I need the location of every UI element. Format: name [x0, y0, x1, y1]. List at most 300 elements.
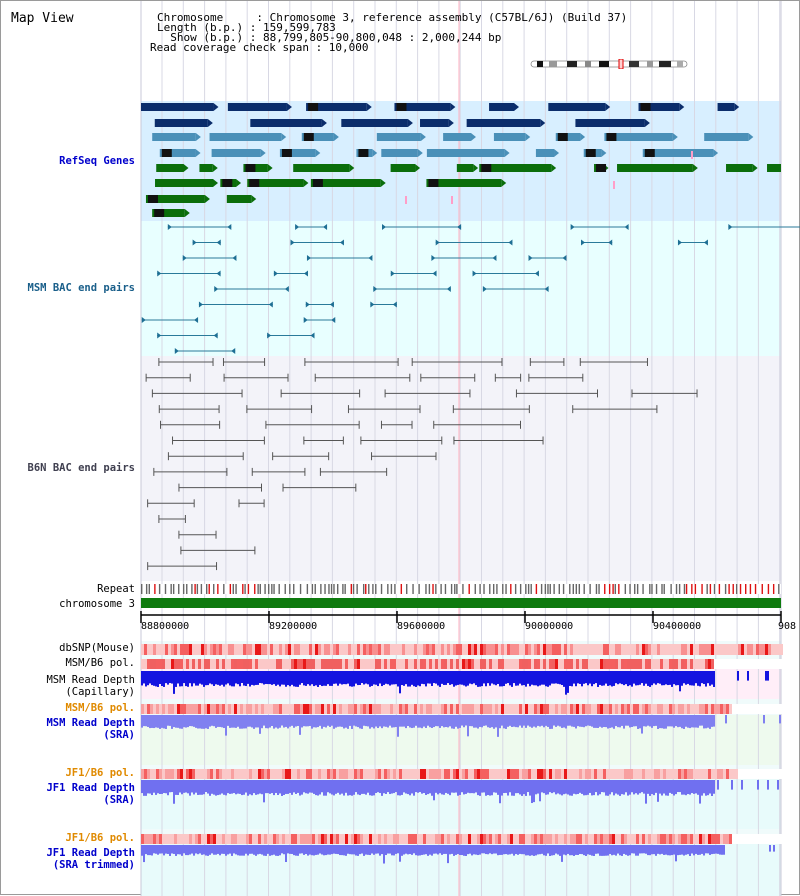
heat-cell [609, 659, 612, 669]
heat-cell [642, 704, 645, 714]
depth-bar [213, 715, 215, 726]
heat-cell [516, 704, 519, 714]
heat-cell [285, 659, 288, 669]
depth-bar [451, 780, 453, 793]
heat-cell [426, 704, 429, 714]
depth-bar [367, 715, 369, 726]
depth-bar [261, 671, 263, 683]
heat-cell [645, 834, 648, 844]
heat-cell [576, 834, 579, 844]
depth-bar [653, 671, 655, 683]
depth-bar [313, 715, 315, 727]
depth-bar [633, 715, 635, 726]
depth-bar [163, 671, 165, 687]
heat-cell [474, 659, 477, 669]
depth-bar [271, 671, 273, 685]
heat-cell [432, 769, 435, 779]
depth-bar [507, 845, 509, 855]
depth-bar [425, 780, 427, 795]
depth-bar [677, 845, 679, 855]
depth-bar [465, 780, 467, 794]
depth-bar [391, 671, 393, 685]
depth-bar [293, 715, 295, 728]
depth-bar [639, 671, 641, 685]
depth-bar [395, 845, 397, 854]
depth-bar [493, 671, 495, 684]
heat-cell [723, 769, 726, 779]
heat-cell [582, 659, 585, 669]
depth-bar [295, 715, 297, 727]
repeat-mark [714, 584, 715, 594]
depth-bar [411, 715, 413, 728]
heat-cell [210, 834, 213, 844]
heat-cell [297, 769, 300, 779]
depth-bar [647, 715, 649, 726]
heat-cell [240, 659, 243, 669]
depth-bar [301, 780, 303, 795]
depth-bar [313, 845, 315, 855]
heat-cell [738, 644, 741, 655]
repeat-mark [768, 584, 769, 594]
gene-exon-dark [249, 179, 259, 187]
depth-bar [465, 715, 467, 726]
depth-bar [553, 671, 555, 684]
gene-block [155, 179, 213, 187]
depth-bar [521, 780, 523, 796]
repeat-mark [510, 584, 511, 594]
heat-cell [207, 704, 210, 714]
heat-cell [516, 769, 519, 779]
depth-bar [555, 715, 557, 727]
heat-cell [312, 769, 315, 779]
depth-bar [189, 715, 191, 726]
repeat-mark [629, 584, 630, 594]
heat-cell [624, 834, 627, 844]
heat-cell [276, 644, 279, 655]
heat-cell [174, 704, 177, 714]
heat-cell [717, 834, 720, 844]
depth-bar [465, 845, 467, 856]
depth-bar [383, 671, 385, 685]
heat-cell [288, 704, 291, 714]
heat-cell [579, 834, 582, 844]
repeat-mark [356, 584, 357, 594]
heat-cell [753, 769, 756, 779]
depth-bar [477, 780, 479, 795]
heat-cell [708, 704, 711, 714]
depth-bar [535, 715, 537, 728]
heat-cell [624, 704, 627, 714]
heat-cell [720, 834, 723, 844]
heat-cell [630, 659, 633, 669]
heat-cell [744, 834, 747, 844]
depth-bar [257, 715, 259, 727]
repeat-mark [178, 584, 179, 594]
heat-cell [768, 834, 771, 844]
depth-bar [275, 671, 277, 686]
track-label-refseq[interactable]: RefSeq Genes [59, 155, 135, 167]
heat-cell [309, 659, 312, 669]
heat-cell [549, 644, 552, 655]
heat-cell [468, 659, 471, 669]
depth-bar [667, 780, 669, 796]
depth-bar [535, 671, 537, 685]
depth-bar [381, 845, 383, 854]
depth-bar [397, 780, 399, 795]
heat-cell [735, 769, 738, 779]
heat-cell [165, 644, 168, 655]
heat-cell [744, 659, 747, 669]
gene-block [494, 133, 525, 141]
depth-bar [459, 715, 461, 728]
heat-cell [678, 644, 681, 655]
depth-bar [155, 715, 157, 727]
heat-cell [222, 659, 225, 669]
depth-bar [663, 671, 665, 685]
repeat-mark [293, 584, 294, 594]
depth-bar [503, 671, 505, 686]
depth-bar [487, 845, 489, 854]
depth-bar [427, 715, 429, 726]
depth-bar [417, 780, 419, 793]
gene-block [155, 119, 208, 127]
heat-cell [747, 644, 750, 655]
depth-bar [401, 845, 403, 856]
heat-cell [765, 769, 768, 779]
depth-bar [157, 780, 159, 793]
heat-cell [678, 769, 681, 779]
heat-cell [474, 644, 477, 655]
heat-cell [219, 834, 222, 844]
heat-cell [612, 769, 615, 779]
heat-cell [453, 834, 456, 844]
depth-bar [481, 715, 483, 727]
heat-cell [249, 769, 252, 779]
depth-bar [401, 671, 403, 685]
heat-cell [717, 769, 720, 779]
depth-bar [353, 715, 355, 726]
depth-bar [335, 845, 337, 854]
heat-cell [375, 644, 378, 655]
depth-bar [707, 671, 709, 683]
repeat-mark [762, 584, 763, 594]
heat-cell [387, 644, 390, 655]
heat-cell [354, 659, 357, 669]
heat-cell [705, 659, 708, 669]
heat-cell [273, 704, 276, 714]
heat-cell [357, 834, 360, 844]
heat-cell [405, 659, 408, 669]
depth-bar [649, 715, 651, 726]
heat-cell [762, 834, 765, 844]
depth-bar [271, 780, 273, 793]
heat-cell [342, 704, 345, 714]
depth-bar [405, 780, 407, 794]
heat-cell [147, 769, 150, 779]
heat-cell [255, 769, 258, 779]
heat-cell [630, 644, 633, 655]
depth-bar [587, 845, 589, 854]
heat-cell [183, 834, 186, 844]
heat-cell [159, 659, 162, 669]
depth-bar [665, 715, 667, 729]
depth-bar [271, 845, 273, 855]
depth-bar [489, 780, 491, 796]
heat-cell [747, 769, 750, 779]
depth-bar [231, 671, 233, 686]
heat-cell [510, 704, 513, 714]
depth-bar [393, 671, 395, 684]
heat-cell [282, 659, 285, 669]
depth-bar [697, 845, 699, 855]
repeat-mark [432, 584, 433, 594]
heat-cell [738, 834, 741, 844]
depth-bar [599, 715, 601, 727]
depth-bar [509, 715, 511, 726]
heat-cell [327, 834, 330, 844]
depth-bar [211, 845, 213, 853]
heat-cell [510, 834, 513, 844]
depth-bar [611, 780, 613, 792]
depth-bar [415, 671, 417, 687]
depth-bar [527, 845, 529, 855]
heat-cell [429, 659, 432, 669]
heat-cell [156, 769, 159, 779]
heat-cell [321, 644, 324, 655]
depth-bar [157, 671, 159, 687]
depth-bar [447, 671, 449, 683]
depth-bar [285, 671, 287, 687]
gene-block [726, 164, 753, 172]
chromosome-ideogram[interactable] [529, 54, 689, 64]
depth-bar [187, 671, 189, 687]
heat-cell [558, 659, 561, 669]
heat-cell [366, 659, 369, 669]
repeat-mark [710, 584, 711, 594]
heat-cell [141, 644, 144, 655]
depth-bar [531, 715, 533, 728]
heat-cell [168, 644, 171, 655]
heat-cell [477, 834, 480, 844]
heat-cell [237, 659, 240, 669]
track-label-jf1-depth-trimmed: JF1 Read Depth [46, 847, 135, 859]
depth-bar [259, 845, 261, 854]
depth-bar [405, 671, 407, 684]
heat-cell [672, 704, 675, 714]
heat-cell [444, 769, 447, 779]
heat-cell [630, 834, 633, 844]
gene-exon-dark [558, 133, 568, 141]
heat-cell [150, 834, 153, 844]
heat-cell [399, 704, 402, 714]
depth-bar [509, 780, 511, 792]
heat-cell [459, 644, 462, 655]
depth-bar [391, 780, 393, 794]
heat-cell [510, 659, 513, 669]
heat-cell [612, 659, 615, 669]
depth-bar [343, 780, 345, 796]
heat-cell [174, 769, 177, 779]
heat-cell [759, 659, 762, 669]
depth-bar [435, 671, 437, 684]
gene-exon-dark [313, 179, 323, 187]
heat-cell [741, 834, 744, 844]
heat-cell [546, 704, 549, 714]
heat-cell [207, 769, 210, 779]
track-label-b6n-bac[interactable]: B6N BAC end pairs [27, 462, 135, 474]
heat-cell [393, 644, 396, 655]
depth-bar [239, 780, 241, 794]
heat-cell [705, 769, 708, 779]
depth-bar [241, 845, 243, 856]
heat-cell [348, 769, 351, 779]
heat-cell [609, 704, 612, 714]
gene-exon-dark [308, 103, 318, 111]
depth-bar [185, 780, 187, 792]
heat-cell [660, 644, 663, 655]
heat-cell [477, 704, 480, 714]
track-label-msm-bac[interactable]: MSM BAC end pairs [27, 282, 135, 294]
depth-bar [683, 780, 685, 795]
depth-bar [551, 715, 553, 729]
depth-bar [677, 780, 679, 792]
repeat-mark [173, 584, 174, 594]
repeat-mark [233, 584, 234, 594]
show-range-info: Show (b.p.) : 88,799,805-90,800,048 : 2,000,244 bp [157, 31, 502, 44]
depth-bar [517, 715, 519, 727]
heat-cell [558, 644, 561, 655]
depth-bar [487, 671, 489, 683]
heat-cell [387, 704, 390, 714]
depth-bar [575, 715, 577, 728]
heat-cell [324, 834, 327, 844]
depth-bar [701, 780, 703, 796]
heat-cell [681, 704, 684, 714]
heat-cell [273, 769, 276, 779]
heat-cell [456, 769, 459, 779]
heat-cell [492, 769, 495, 779]
heat-cell [192, 704, 195, 714]
depth-bar [639, 845, 641, 853]
repeat-mark [773, 584, 774, 594]
depth-bar [615, 671, 617, 683]
depth-bar [685, 780, 687, 795]
heat-cell [381, 769, 384, 779]
depth-bar [713, 780, 715, 794]
depth-bar [553, 715, 555, 726]
heat-cell [615, 704, 618, 714]
depth-bar [317, 715, 319, 727]
depth-bar [279, 845, 281, 855]
heat-cell [243, 704, 246, 714]
heat-cell [603, 834, 606, 844]
depth-bar [319, 671, 321, 685]
gene-block [489, 103, 514, 111]
depth-bar [435, 715, 437, 726]
axis-tick-label: 89200000 [269, 621, 318, 632]
depth-bar [533, 845, 535, 856]
depth-bar [143, 671, 145, 683]
depth-bar [357, 845, 359, 856]
depth-bar [505, 845, 507, 854]
depth-bar [235, 715, 237, 728]
heat-cell [507, 644, 510, 655]
depth-bar [493, 715, 495, 729]
heat-cell [681, 644, 684, 655]
heat-cell [333, 644, 336, 655]
depth-bar [283, 780, 285, 795]
gene-block [420, 119, 449, 127]
heat-cell [348, 704, 351, 714]
heat-cell [669, 769, 672, 779]
depth-bar [607, 780, 609, 796]
depth-bar [667, 671, 669, 685]
depth-bar [259, 715, 261, 734]
depth-bar [251, 671, 253, 685]
depth-bar [287, 671, 289, 685]
heat-cell [219, 704, 222, 714]
depth-bar [235, 671, 237, 683]
depth-bar [395, 671, 397, 684]
depth-bar [689, 780, 691, 795]
heat-cell [366, 834, 369, 844]
heat-cell [738, 769, 741, 779]
depth-bar [369, 780, 371, 795]
depth-bar [269, 780, 271, 794]
depth-bar [413, 671, 415, 686]
depth-bar [181, 780, 183, 794]
heat-cell [567, 704, 570, 714]
heat-cell [429, 704, 432, 714]
heat-cell [732, 704, 735, 714]
heat-cell [675, 704, 678, 714]
heat-cell [225, 644, 228, 655]
heat-cell [162, 644, 165, 655]
depth-bar [549, 780, 551, 792]
depth-bar [483, 715, 485, 726]
depth-bar [603, 715, 605, 727]
heat-cell [780, 659, 783, 669]
depth-bar [485, 845, 487, 854]
depth-bar [141, 671, 143, 685]
depth-bar [691, 780, 693, 793]
depth-bar [421, 780, 423, 794]
depth-bar [377, 715, 379, 728]
heat-cell [309, 769, 312, 779]
heat-cell [243, 769, 246, 779]
depth-bar [633, 671, 635, 684]
heat-cell [411, 834, 414, 844]
heat-cell [378, 644, 381, 655]
heat-cell [141, 704, 144, 714]
depth-bar [431, 845, 433, 856]
heat-cell [729, 644, 732, 655]
heat-cell [759, 834, 762, 844]
depth-bar [143, 780, 145, 796]
depth-bar [203, 671, 205, 687]
repeat-mark [563, 584, 564, 594]
depth-bar [699, 715, 701, 726]
depth-bar [619, 715, 621, 727]
depth-bar [329, 845, 331, 855]
depth-bar [725, 715, 727, 723]
heat-cell [636, 659, 639, 669]
repeat-mark [324, 584, 325, 594]
heat-cell [402, 834, 405, 844]
depth-bar [225, 780, 227, 795]
heat-cell [603, 644, 606, 655]
heat-cell [603, 769, 606, 779]
